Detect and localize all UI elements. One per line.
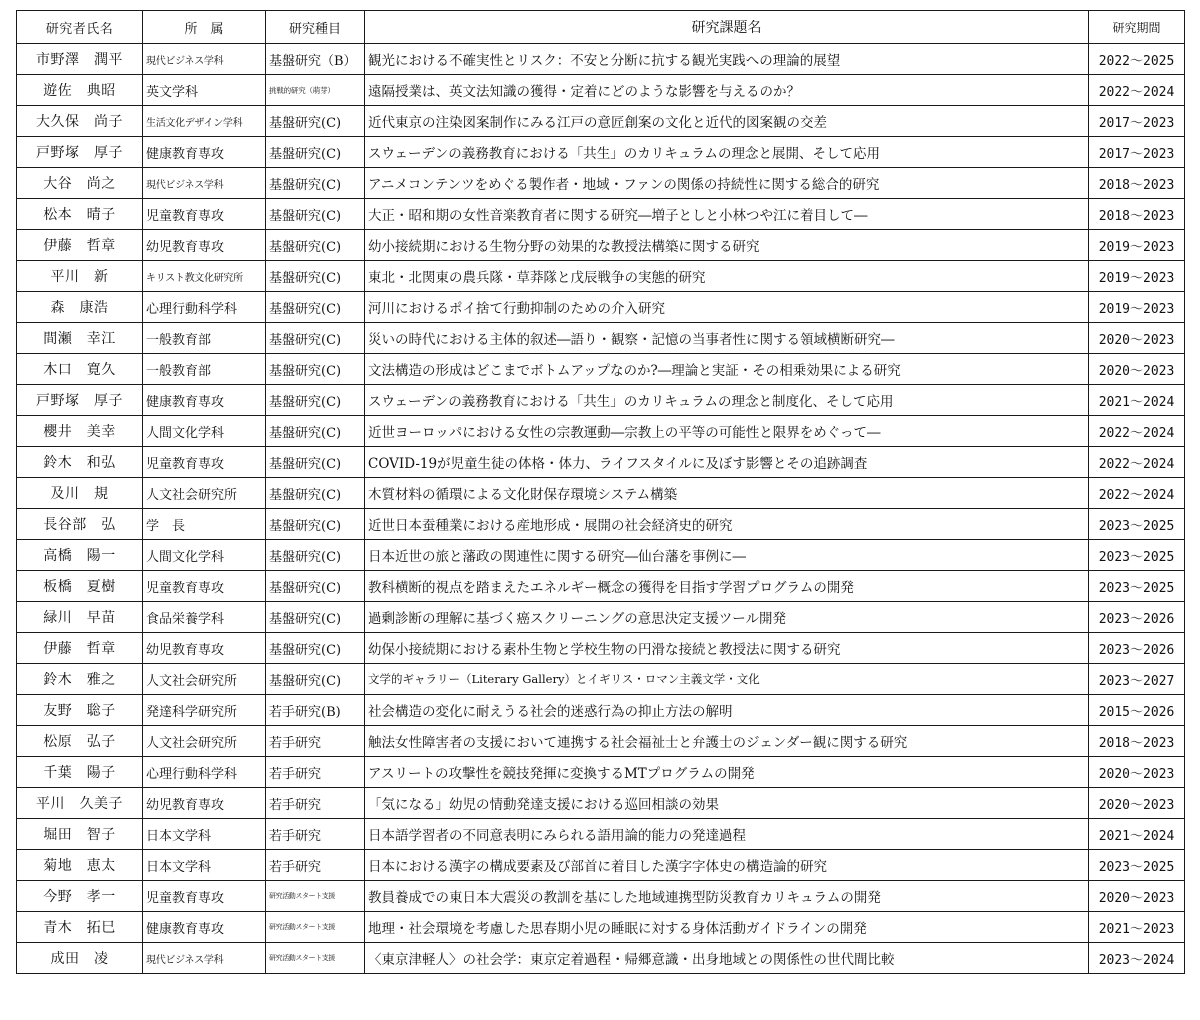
cell-researcher-name: 木口 寛久: [17, 354, 143, 385]
table-row: [17, 757, 1185, 788]
table-row: [17, 106, 1185, 137]
cell-affiliation: 食品栄養学科: [143, 602, 266, 633]
cell-affiliation: 日本文学科: [143, 819, 266, 850]
cell-project-title: 教科横断的視点を踏まえたエネルギー概念の獲得を目指す学習プログラムの開発: [365, 571, 1089, 602]
cell-project-title: 文法構造の形成はどこまでボトムアップなのか?―理論と実証・その相乗効果による研究: [365, 354, 1089, 385]
cell-project-title: 幼小接続期における生物分野の効果的な教授法構築に関する研究: [365, 230, 1089, 261]
header-row: [17, 11, 1185, 44]
cell-project-title: 〈東京津軽人〉の社会学：東京定着過程・帰郷意識・出身地域との関係性の世代間比較: [365, 943, 1089, 974]
cell-research-category: 基盤研究(C): [266, 571, 365, 602]
cell-project-title: 近世ヨーロッパにおける女性の宗教運動―宗教上の平等の可能性と限界をめぐって―: [365, 416, 1089, 447]
cell-research-category: 基盤研究(C): [266, 416, 365, 447]
cell-research-category: 若手研究: [266, 788, 365, 819]
cell-research-period: 2023～2024: [1089, 943, 1185, 974]
cell-research-period: 2022～2024: [1089, 75, 1185, 106]
cell-researcher-name: 長谷部 弘: [17, 509, 143, 540]
table-row: [17, 602, 1185, 633]
cell-project-title: 文学的ギャラリー（Literary Gallery）とイギリス・ロマン主義文学・文化: [365, 664, 1089, 695]
cell-research-period: 2019～2023: [1089, 292, 1185, 323]
cell-project-title: 地理・社会環境を考慮した思春期小児の睡眠に対する身体活動ガイドラインの開発: [365, 912, 1089, 943]
cell-research-category: 基盤研究(C): [266, 447, 365, 478]
cell-project-title: 近世日本蚕種業における産地形成・展開の社会経済史的研究: [365, 509, 1089, 540]
cell-research-category: 基盤研究(C): [266, 261, 365, 292]
header-project-title: 研究課題名: [365, 11, 1089, 44]
cell-affiliation: 現代ビジネス学科: [143, 943, 266, 974]
table-row: [17, 354, 1185, 385]
table-row: [17, 664, 1185, 695]
cell-research-category: 基盤研究(C): [266, 509, 365, 540]
table-row: [17, 447, 1185, 478]
cell-researcher-name: 松本 晴子: [17, 199, 143, 230]
table-row: [17, 137, 1185, 168]
cell-affiliation: 児童教育専攻: [143, 571, 266, 602]
cell-research-period: 2020～2023: [1089, 323, 1185, 354]
cell-research-category: 基盤研究（B）: [266, 44, 365, 75]
cell-researcher-name: 戸野塚 厚子: [17, 385, 143, 416]
cell-research-period: 2023～2026: [1089, 602, 1185, 633]
cell-project-title: 近代東京の注染図案制作にみる江戸の意匠創案の文化と近代的図案観の交差: [365, 106, 1089, 137]
cell-research-category: 基盤研究(C): [266, 292, 365, 323]
table-row: [17, 633, 1185, 664]
cell-research-category: 若手研究: [266, 819, 365, 850]
cell-affiliation: 心理行動科学科: [143, 757, 266, 788]
cell-researcher-name: 間瀬 幸江: [17, 323, 143, 354]
table-row: [17, 44, 1185, 75]
cell-project-title: 河川におけるポイ捨て行動抑制のための介入研究: [365, 292, 1089, 323]
cell-research-category: 基盤研究(C): [266, 478, 365, 509]
cell-researcher-name: 及川 規: [17, 478, 143, 509]
cell-affiliation: 幼児教育専攻: [143, 788, 266, 819]
cell-researcher-name: 今野 孝一: [17, 881, 143, 912]
cell-project-title: 日本における漢字の構成要素及び部首に着目した漢字字体史の構造論的研究: [365, 850, 1089, 881]
cell-research-category: 基盤研究(C): [266, 106, 365, 137]
cell-affiliation: 健康教育専攻: [143, 912, 266, 943]
table-row: [17, 261, 1185, 292]
cell-project-title: 木質材料の循環による文化財保存環境システム構築: [365, 478, 1089, 509]
cell-affiliation: 児童教育専攻: [143, 447, 266, 478]
table-row: [17, 416, 1185, 447]
cell-research-category: 基盤研究(C): [266, 323, 365, 354]
cell-researcher-name: 鈴木 和弘: [17, 447, 143, 478]
cell-researcher-name: 遊佐 典昭: [17, 75, 143, 106]
table-row: [17, 943, 1185, 974]
cell-researcher-name: 戸野塚 厚子: [17, 137, 143, 168]
table-row: [17, 850, 1185, 881]
table-row: [17, 726, 1185, 757]
header-research-category: 研究種目: [266, 11, 365, 44]
cell-research-category: 若手研究(B): [266, 695, 365, 726]
table-row: [17, 199, 1185, 230]
cell-research-category: 基盤研究(C): [266, 540, 365, 571]
cell-research-period: 2020～2023: [1089, 881, 1185, 912]
cell-researcher-name: 板橋 夏樹: [17, 571, 143, 602]
cell-research-period: 2019～2023: [1089, 230, 1185, 261]
header-affiliation: 所 属: [143, 11, 266, 44]
cell-research-category: 挑戦的研究（萌芽）: [266, 75, 365, 106]
cell-project-title: COVID-19が児童生徒の体格・体力、ライフスタイルに及ぼす影響とその追跡調査: [365, 447, 1089, 478]
cell-project-title: 過剰診断の理解に基づく癌スクリーニングの意思決定支援ツール開発: [365, 602, 1089, 633]
cell-researcher-name: 伊藤 哲章: [17, 633, 143, 664]
cell-researcher-name: 青木 拓巳: [17, 912, 143, 943]
cell-project-title: 「気になる」幼児の情動発達支援における巡回相談の効果: [365, 788, 1089, 819]
cell-project-title: 幼保小接続期における素朴生物と学校生物の円滑な接続と教授法に関する研究: [365, 633, 1089, 664]
cell-research-category: 基盤研究(C): [266, 385, 365, 416]
cell-research-period: 2017～2023: [1089, 106, 1185, 137]
cell-research-period: 2022～2024: [1089, 447, 1185, 478]
table-row: [17, 323, 1185, 354]
cell-research-period: 2015～2026: [1089, 695, 1185, 726]
cell-researcher-name: 友野 聡子: [17, 695, 143, 726]
cell-affiliation: 幼児教育専攻: [143, 230, 266, 261]
cell-affiliation: 一般教育部: [143, 354, 266, 385]
cell-research-category: 基盤研究(C): [266, 602, 365, 633]
cell-research-period: 2023～2027: [1089, 664, 1185, 695]
cell-researcher-name: 菊地 恵太: [17, 850, 143, 881]
cell-project-title: アニメコンテンツをめぐる製作者・地域・ファンの関係の持続性に関する総合的研究: [365, 168, 1089, 199]
table-row: [17, 168, 1185, 199]
cell-research-category: 若手研究: [266, 850, 365, 881]
cell-research-period: 2018～2023: [1089, 168, 1185, 199]
cell-researcher-name: 緑川 早苗: [17, 602, 143, 633]
cell-research-category: 若手研究: [266, 726, 365, 757]
cell-research-period: 2022～2024: [1089, 478, 1185, 509]
cell-research-period: 2020～2023: [1089, 757, 1185, 788]
cell-researcher-name: 松原 弘子: [17, 726, 143, 757]
cell-affiliation: 生活文化デザイン学科: [143, 106, 266, 137]
cell-researcher-name: 鈴木 雅之: [17, 664, 143, 695]
cell-affiliation: 人間文化学科: [143, 416, 266, 447]
table-row: [17, 75, 1185, 106]
table-row: [17, 881, 1185, 912]
cell-research-period: 2020～2023: [1089, 788, 1185, 819]
cell-researcher-name: 森 康浩: [17, 292, 143, 323]
cell-affiliation: 発達科学研究所: [143, 695, 266, 726]
cell-researcher-name: 大久保 尚子: [17, 106, 143, 137]
table-header: [17, 11, 1185, 44]
cell-project-title: 日本近世の旅と藩政の関連性に関する研究―仙台藩を事例に―: [365, 540, 1089, 571]
cell-affiliation: 人文社会研究所: [143, 726, 266, 757]
cell-research-category: 基盤研究(C): [266, 137, 365, 168]
cell-researcher-name: 平川 久美子: [17, 788, 143, 819]
cell-project-title: アスリートの攻撃性を競技発揮に変換するMTプログラムの開発: [365, 757, 1089, 788]
cell-affiliation: 心理行動科学科: [143, 292, 266, 323]
cell-affiliation: 健康教育専攻: [143, 385, 266, 416]
cell-project-title: 災いの時代における主体的叙述―語り・観察・記憶の当事者性に関する領域横断研究―: [365, 323, 1089, 354]
cell-research-category: 基盤研究(C): [266, 664, 365, 695]
cell-researcher-name: 伊藤 哲章: [17, 230, 143, 261]
cell-research-category: 基盤研究(C): [266, 168, 365, 199]
cell-research-period: 2021～2024: [1089, 819, 1185, 850]
cell-affiliation: 児童教育専攻: [143, 881, 266, 912]
cell-affiliation: 人文社会研究所: [143, 478, 266, 509]
cell-research-category: 基盤研究(C): [266, 230, 365, 261]
cell-affiliation: 現代ビジネス学科: [143, 44, 266, 75]
table-body: [17, 44, 1185, 974]
cell-affiliation: 児童教育専攻: [143, 199, 266, 230]
cell-research-period: 2018～2023: [1089, 726, 1185, 757]
table-row: [17, 912, 1185, 943]
table-row: [17, 478, 1185, 509]
header-research-period: 研究期間: [1089, 11, 1185, 44]
cell-affiliation: 現代ビジネス学科: [143, 168, 266, 199]
cell-researcher-name: 櫻井 美幸: [17, 416, 143, 447]
cell-affiliation: 人間文化学科: [143, 540, 266, 571]
cell-researcher-name: 千葉 陽子: [17, 757, 143, 788]
cell-research-period: 2021～2023: [1089, 912, 1185, 943]
cell-research-category: 研究活動スタート支援: [266, 912, 365, 943]
cell-affiliation: 人文社会研究所: [143, 664, 266, 695]
table-row: [17, 695, 1185, 726]
table-row: [17, 788, 1185, 819]
cell-project-title: 東北・北関東の農兵隊・草莽隊と戊辰戦争の実態的研究: [365, 261, 1089, 292]
cell-research-category: 基盤研究(C): [266, 633, 365, 664]
cell-researcher-name: 大谷 尚之: [17, 168, 143, 199]
cell-research-category: 研究活動スタート支援: [266, 943, 365, 974]
cell-project-title: スウェーデンの義務教育における「共生」のカリキュラムの理念と制度化、そして応用: [365, 385, 1089, 416]
cell-affiliation: キリスト教文化研究所: [143, 261, 266, 292]
cell-research-period: 2023～2026: [1089, 633, 1185, 664]
cell-research-category: 基盤研究(C): [266, 354, 365, 385]
cell-affiliation: 学 長: [143, 509, 266, 540]
cell-project-title: 日本語学習者の不同意表明にみられる語用論的能力の発達過程: [365, 819, 1089, 850]
cell-project-title: スウェーデンの義務教育における「共生」のカリキュラムの理念と展開、そして応用: [365, 137, 1089, 168]
table-row: [17, 509, 1185, 540]
cell-research-period: 2023～2025: [1089, 540, 1185, 571]
table-row: [17, 571, 1185, 602]
cell-researcher-name: 市野澤 潤平: [17, 44, 143, 75]
header-researcher-name: 研究者氏名: [17, 11, 143, 44]
cell-affiliation: 日本文学科: [143, 850, 266, 881]
cell-project-title: 遠隔授業は、英文法知識の獲得・定着にどのような影響を与えるのか？: [365, 75, 1089, 106]
cell-research-category: 基盤研究(C): [266, 199, 365, 230]
cell-affiliation: 一般教育部: [143, 323, 266, 354]
cell-researcher-name: 成田 凌: [17, 943, 143, 974]
table-row: [17, 385, 1185, 416]
cell-project-title: 触法女性障害者の支援において連携する社会福祉士と弁護士のジェンダー観に関する研究: [365, 726, 1089, 757]
cell-research-category: 研究活動スタート支援: [266, 881, 365, 912]
table-row: [17, 540, 1185, 571]
cell-affiliation: 健康教育専攻: [143, 137, 266, 168]
cell-research-period: 2022～2025: [1089, 44, 1185, 75]
cell-project-title: 観光における不確実性とリスク：不安と分断に抗する観光実践への理論的展望: [365, 44, 1089, 75]
cell-research-period: 2020～2023: [1089, 354, 1185, 385]
cell-project-title: 大正・昭和期の女性音楽教育者に関する研究―増子としと小林つや江に着目して―: [365, 199, 1089, 230]
table-row: [17, 819, 1185, 850]
cell-research-period: 2023～2025: [1089, 509, 1185, 540]
cell-research-category: 若手研究: [266, 757, 365, 788]
cell-research-period: 2023～2025: [1089, 850, 1185, 881]
cell-research-period: 2022～2024: [1089, 416, 1185, 447]
cell-project-title: 教員養成での東日本大震災の教訓を基にした地域連携型防災教育カリキュラムの開発: [365, 881, 1089, 912]
cell-project-title: 社会構造の変化に耐えうる社会的迷惑行為の抑止方法の解明: [365, 695, 1089, 726]
cell-researcher-name: 平川 新: [17, 261, 143, 292]
cell-researcher-name: 堀田 智子: [17, 819, 143, 850]
research-grants-table: [16, 10, 1185, 974]
cell-affiliation: 英文学科: [143, 75, 266, 106]
cell-research-period: 2018～2023: [1089, 199, 1185, 230]
table-row: [17, 292, 1185, 323]
cell-research-period: 2019～2023: [1089, 261, 1185, 292]
cell-affiliation: 幼児教育専攻: [143, 633, 266, 664]
cell-research-period: 2023～2025: [1089, 571, 1185, 602]
cell-researcher-name: 高橋 陽一: [17, 540, 143, 571]
cell-research-period: 2021～2024: [1089, 385, 1185, 416]
table-row: [17, 230, 1185, 261]
cell-research-period: 2017～2023: [1089, 137, 1185, 168]
